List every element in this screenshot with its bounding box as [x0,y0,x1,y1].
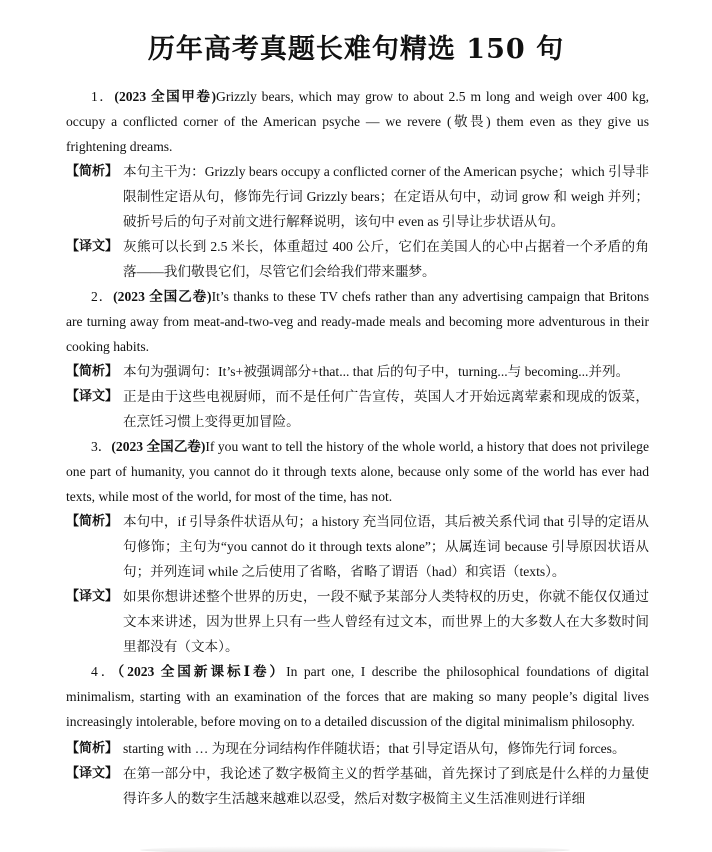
analysis-tag: 【简析】 [66,164,119,179]
analysis-note [66,159,649,234]
item-number: 3． [91,439,112,454]
sentence-paragraph [66,659,649,734]
sentence-paragraph [66,434,649,509]
translation-text: 在第一部分中，我论述了数字极简主义的哲学基础，首先探讨了到底是什么样的力量使得许多人的数字生活越来越难以忍受，然后对数字极简主义生活准则进行详细 [123,766,649,806]
translation-text: 正是由于这些电视厨师，而不是任何广告宣传，英国人才开始远离荤素和现成的饭菜，在烹饪习惯上变得更加冒险。 [123,389,649,429]
item-number: 1． [91,89,115,104]
english-sentence: If you want to tell the history of the whole world, a history that does not privilege one part of humanity, you cannot do it through texts alone, because only some of the world has ever had texts, while most of the world, for most of the time, has not. [66,439,650,504]
analysis-text: 本句中，if 引导条件状语从句；a history 充当同位语，其后被关系代词 that 引导的定语从句修饰；主句为“you cannot do it through texts alone”；从属连词 because 引导原因状语从句；并列连词 while 之后使用了省略，省略了谓语（had）和宾语（texts）。 [123,514,649,579]
translation-tag: 【译文】 [66,589,119,604]
analysis-note [66,736,649,761]
exam-source: (2023 全国乙卷) [113,289,212,304]
item-number: 2． [91,289,114,304]
exam-source: （2023 全国新课标Ⅰ卷） [117,664,287,679]
sentence-list [66,84,649,811]
translation-note [66,234,649,284]
sentence-paragraph [66,84,649,159]
translation-text: 如果你想讲述整个世界的历史，一段不赋予某部分人类特权的历史，你就不能仅仅通过文本来讲述，因为世界上只有一些人曾经有过文本，而世界上的大多数人在大多数时间里都没有（文本）。 [123,589,649,654]
english-sentence: It’s thanks to these TV chefs rather than any advertising campaign that Britons are turning away from meat-and-two-veg and ready-made meals and becoming more adventurous in their cooking habits. [66,289,650,354]
translation-tag: 【译文】 [66,766,119,781]
translation-note [66,384,649,434]
translation-tag: 【译文】 [66,239,119,254]
analysis-note [66,359,649,384]
exam-source: (2023 全国甲卷) [114,89,216,104]
page-bottom-shadow [140,846,570,852]
exam-source: (2023 全国乙卷) [111,439,206,454]
english-sentence: Grizzly bears, which may grow to about 2.5 m long and weigh over 400 kg, occupy a conflicted corner of the American psyche — we revere (敬畏) them even as they give us frightening dreams. [66,89,650,154]
analysis-text: 本句主干为：Grizzly bears occupy a conflicted corner of the American psyche；which 引导非限制性定语从句，修饰先行词 Grizzly bears；在定语从句中，动词 grow 和 weigh 并列；破折号后的句子对前文进行解释说明，该句中 even as 引导让步状语从句。 [123,164,649,229]
translation-text: 灰熊可以长到 2.5 米长，体重超过 400 公斤，它们在美国人的心中占据着一个矛盾的角落——我们敬畏它们，尽管它们会给我们带来噩梦。 [123,239,649,279]
list-item [66,659,649,811]
list-item [66,84,649,284]
english-sentence: In part one, I describe the philosophical foundations of digital minimalism, starting with an examination of the forces that are making so many people’s digital lives increasingly intolerable, before moving on to a detailed discussion of the digital minimalism philosophy. [66,664,650,729]
translation-tag: 【译文】 [66,389,119,404]
item-number: 4． [91,664,118,679]
analysis-text: starting with … 为现在分词结构作伴随状语；that 引导定语从句，修饰先行词 forces。 [123,741,626,756]
analysis-tag: 【简析】 [66,514,119,529]
page-title: 历年高考真题长难句精选 150 句 [147,34,565,65]
analysis-tag: 【简析】 [66,741,119,756]
analysis-text: 本句为强调句：It’s+被强调部分+that... that 后的句子中，turning...与 becoming...并列。 [123,364,630,379]
list-item [66,284,649,434]
analysis-note [66,509,649,584]
analysis-tag: 【简析】 [66,364,119,379]
sentence-paragraph [66,284,649,359]
translation-note [66,584,649,659]
translation-note [66,761,649,811]
list-item [66,434,649,659]
